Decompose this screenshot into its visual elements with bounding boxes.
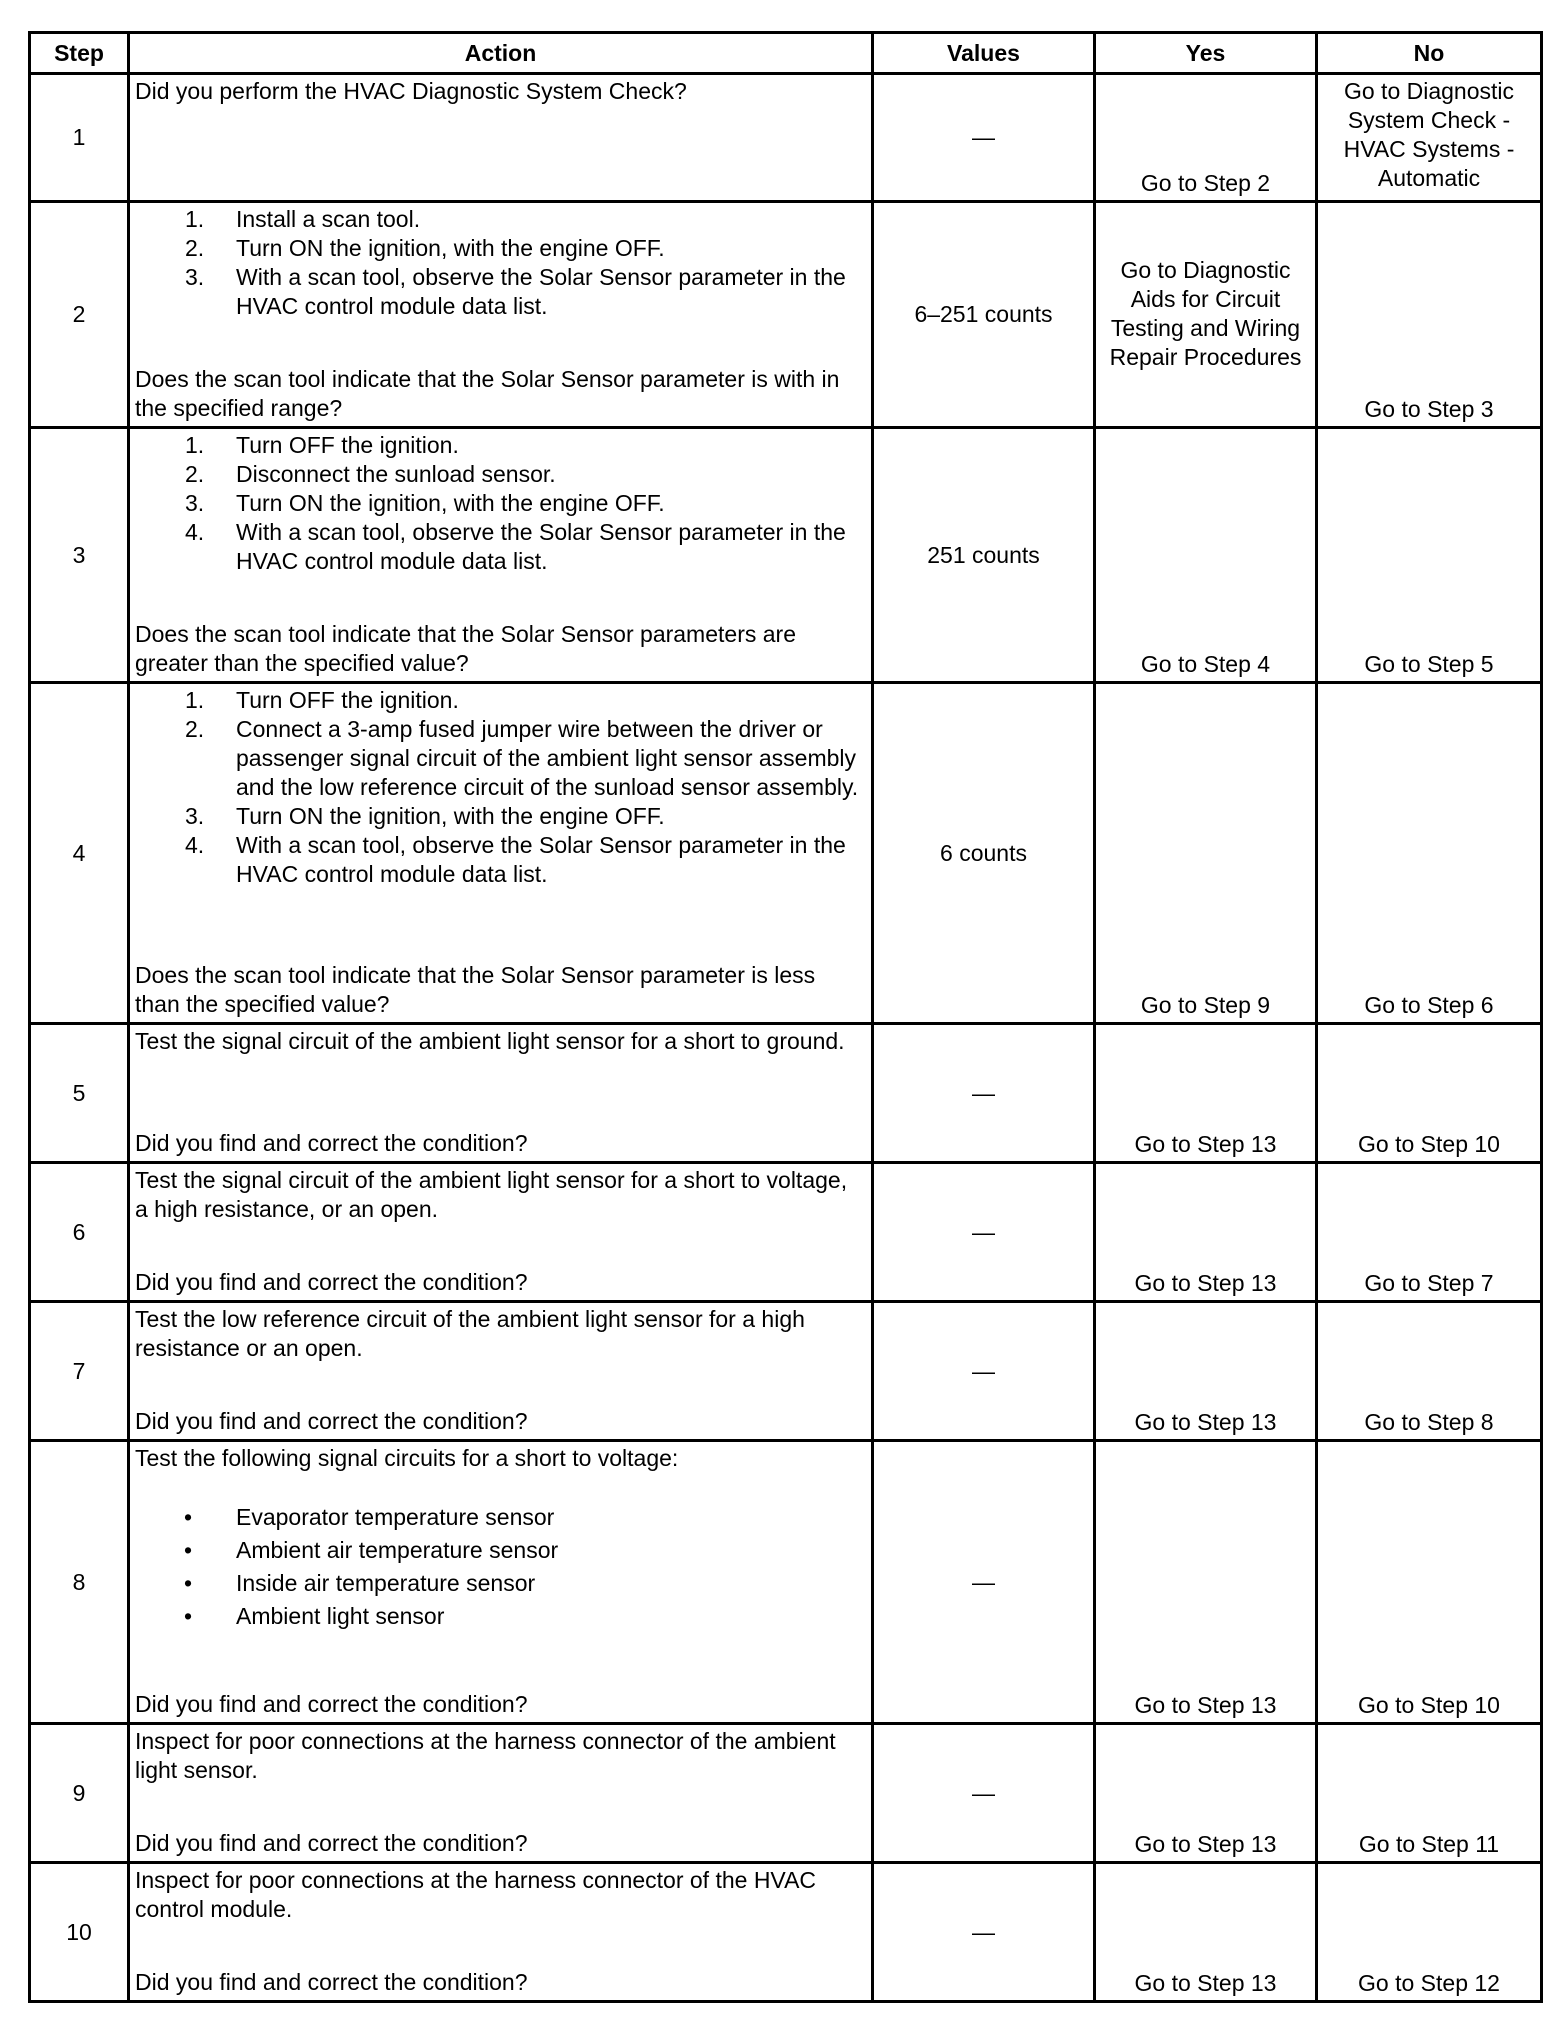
action-intro: Test the low reference circuit of the ambient light sensor for a high resistance or an open. (135, 1306, 805, 1361)
procedure-item-number: 1. (185, 687, 205, 713)
value-cell: — (873, 1163, 1095, 1302)
step-number: 6 (30, 1163, 129, 1302)
bullet-icon: • (184, 1537, 193, 1563)
step-number: 7 (30, 1302, 129, 1441)
procedure-item-text: Turn OFF the ignition. (236, 687, 459, 713)
action-content (135, 1027, 865, 1158)
table-row (30, 1024, 1542, 1163)
action-intro: Test the following signal circuits for a short to voltage: (135, 1445, 679, 1471)
table-row (30, 1441, 1542, 1724)
yes-cell: Go to Step 2 (1095, 74, 1317, 202)
yes-cell: Go to Step 13 (1095, 1441, 1317, 1724)
value-cell: 6–251 counts (873, 202, 1095, 428)
procedure-item-text: With a scan tool, observe the Solar Sensor parameter in the HVAC control module data list. (236, 264, 846, 319)
procedure-item-text: Disconnect the sunload sensor. (236, 461, 556, 487)
yes-cell: Go to Diagnostic Aids for Circuit Testing and Wiring Repair Procedures (1095, 202, 1317, 428)
procedure-item (135, 489, 865, 518)
procedure-item (135, 234, 865, 263)
procedure-item-number: 4. (185, 519, 205, 545)
action-question: Did you find and correct the condition? (135, 1969, 528, 1995)
step-number: 5 (30, 1024, 129, 1163)
action-question: Did you find and correct the condition? (135, 1830, 528, 1856)
circuit-name: Evaporator temperature sensor (236, 1504, 555, 1530)
action-cell (129, 1724, 873, 1863)
action-cell (129, 428, 873, 683)
action-intro: Inspect for poor connections at the harness connector of the ambient light sensor. (135, 1728, 836, 1783)
yes-cell: Go to Step 13 (1095, 1863, 1317, 2002)
table-row (30, 1163, 1542, 1302)
table-row (30, 1863, 1542, 2002)
procedure-item-text: Turn ON the ignition, with the engine OFF. (236, 235, 665, 261)
action-top (135, 1727, 865, 1785)
step-number: 9 (30, 1724, 129, 1863)
action-intro: Test the signal circuit of the ambient light sensor for a short to ground. (135, 1028, 845, 1054)
action-cell (129, 1024, 873, 1163)
action-top (135, 1444, 865, 1633)
value-cell: 6 counts (873, 683, 1095, 1024)
yes-cell: Go to Step 13 (1095, 1724, 1317, 1863)
no-cell: Go to Step 10 (1317, 1024, 1542, 1163)
action-question: Does the scan tool indicate that the Solar Sensor parameter is less than the specified value? (135, 962, 816, 1017)
procedure-item-number: 3. (185, 803, 205, 829)
action-top (135, 77, 865, 106)
diagnostic-table-sheet (28, 31, 1540, 2003)
procedure-item (135, 431, 865, 460)
procedure-list (135, 431, 865, 576)
step-number: 1 (30, 74, 129, 202)
action-question: Did you find and correct the condition? (135, 1408, 528, 1434)
header-values: Values (873, 33, 1095, 74)
circuit-list-item (135, 1600, 865, 1633)
action-content (135, 205, 865, 423)
yes-cell: Go to Step 13 (1095, 1302, 1317, 1441)
action-question: Does the scan tool indicate that the Solar Sensor parameter is with in the specified range? (135, 366, 840, 421)
action-content (135, 1727, 865, 1858)
diagnostic-table (28, 31, 1543, 2003)
value-cell: — (873, 74, 1095, 202)
procedure-item (135, 802, 865, 831)
action-top (135, 1027, 865, 1056)
action-top (135, 1305, 865, 1363)
no-cell: Go to Step 8 (1317, 1302, 1542, 1441)
action-question: Did you find and correct the condition? (135, 1269, 528, 1295)
procedure-item-number: 2. (185, 716, 205, 742)
procedure-item (135, 715, 865, 802)
circuit-name: Inside air temperature sensor (236, 1570, 536, 1596)
action-top (135, 1166, 865, 1224)
bullet-icon: • (184, 1603, 193, 1629)
procedure-item (135, 205, 865, 234)
procedure-item-number: 3. (185, 490, 205, 516)
procedure-item (135, 831, 865, 889)
action-intro: Test the signal circuit of the ambient light sensor for a short to voltage, a high resistance, or an open. (135, 1167, 848, 1222)
circuit-list (135, 1501, 865, 1633)
procedure-item-text: Install a scan tool. (236, 206, 421, 232)
bullet-icon: • (184, 1570, 193, 1596)
bullet-icon: • (184, 1504, 193, 1530)
header-step: Step (30, 33, 129, 74)
table-row (30, 1302, 1542, 1441)
action-content (135, 1444, 865, 1719)
action-content (135, 1166, 865, 1297)
header-no: No (1317, 33, 1542, 74)
action-cell (129, 1163, 873, 1302)
procedure-item-number: 2. (185, 461, 205, 487)
action-question: Did you find and correct the condition? (135, 1691, 528, 1717)
action-cell (129, 1302, 873, 1441)
action-top (135, 431, 865, 576)
action-intro: Inspect for poor connections at the harness connector of the HVAC control module. (135, 1867, 817, 1922)
action-top (135, 1866, 865, 1924)
procedure-item-number: 3. (185, 264, 205, 290)
action-cell (129, 74, 873, 202)
procedure-item-number: 1. (185, 206, 205, 232)
procedure-item-text: With a scan tool, observe the Solar Sensor parameter in the HVAC control module data list. (236, 519, 846, 574)
procedure-item-text: With a scan tool, observe the Solar Sensor parameter in the HVAC control module data list. (236, 832, 846, 887)
header-row (30, 33, 1542, 74)
yes-cell: Go to Step 9 (1095, 683, 1317, 1024)
procedure-item-text: Turn OFF the ignition. (236, 432, 459, 458)
step-number: 10 (30, 1863, 129, 2002)
procedure-list (135, 686, 865, 889)
value-cell: — (873, 1441, 1095, 1724)
procedure-item-number: 4. (185, 832, 205, 858)
action-content (135, 431, 865, 678)
header-action: Action (129, 33, 873, 74)
step-number: 8 (30, 1441, 129, 1724)
circuit-name: Ambient light sensor (236, 1603, 445, 1629)
procedure-item (135, 263, 865, 321)
procedure-item (135, 518, 865, 576)
circuit-list-item (135, 1534, 865, 1567)
no-cell: Go to Step 11 (1317, 1724, 1542, 1863)
action-cell (129, 683, 873, 1024)
value-cell: 251 counts (873, 428, 1095, 683)
yes-cell: Go to Step 4 (1095, 428, 1317, 683)
no-cell: Go to Diagnostic System Check - HVAC Systems - Automatic (1317, 74, 1542, 202)
table-row (30, 683, 1542, 1024)
value-cell: — (873, 1724, 1095, 1863)
table-row (30, 202, 1542, 428)
action-question: Did you find and correct the condition? (135, 1130, 528, 1156)
no-cell: Go to Step 10 (1317, 1441, 1542, 1724)
no-cell: Go to Step 3 (1317, 202, 1542, 428)
action-cell (129, 1441, 873, 1724)
action-content (135, 1866, 865, 1997)
procedure-item-number: 2. (185, 235, 205, 261)
action-cell (129, 1863, 873, 2002)
no-cell: Go to Step 7 (1317, 1163, 1542, 1302)
action-question: Does the scan tool indicate that the Solar Sensor parameters are greater than the specified value? (135, 621, 796, 676)
action-content (135, 1305, 865, 1436)
yes-cell: Go to Step 13 (1095, 1024, 1317, 1163)
no-cell: Go to Step 5 (1317, 428, 1542, 683)
step-number: 3 (30, 428, 129, 683)
procedure-item-number: 1. (185, 432, 205, 458)
procedure-list (135, 205, 865, 321)
no-cell: Go to Step 6 (1317, 683, 1542, 1024)
value-cell: — (873, 1863, 1095, 2002)
circuit-list-item (135, 1501, 865, 1534)
step-number: 2 (30, 202, 129, 428)
action-top (135, 686, 865, 889)
table-row (30, 1724, 1542, 1863)
action-top (135, 205, 865, 321)
procedure-item (135, 686, 865, 715)
yes-cell: Go to Step 13 (1095, 1163, 1317, 1302)
procedure-item-text: Turn ON the ignition, with the engine OFF. (236, 803, 665, 829)
action-content (135, 686, 865, 1019)
table-row (30, 74, 1542, 202)
value-cell: — (873, 1302, 1095, 1441)
table-row (30, 428, 1542, 683)
circuit-list-item (135, 1567, 865, 1600)
header-yes: Yes (1095, 33, 1317, 74)
procedure-item-text: Turn ON the ignition, with the engine OFF. (236, 490, 665, 516)
step-number: 4 (30, 683, 129, 1024)
procedure-item (135, 460, 865, 489)
procedure-item-text: Connect a 3-amp fused jumper wire between the driver or passenger signal circuit of the ambient light sensor assembly and the low reference circuit of the sunload sensor assembly. (236, 716, 859, 800)
action-intro: Did you perform the HVAC Diagnostic System Check? (135, 78, 687, 104)
action-content (135, 77, 865, 197)
value-cell: — (873, 1024, 1095, 1163)
no-cell: Go to Step 12 (1317, 1863, 1542, 2002)
circuit-name: Ambient air temperature sensor (236, 1537, 559, 1563)
action-cell (129, 202, 873, 428)
